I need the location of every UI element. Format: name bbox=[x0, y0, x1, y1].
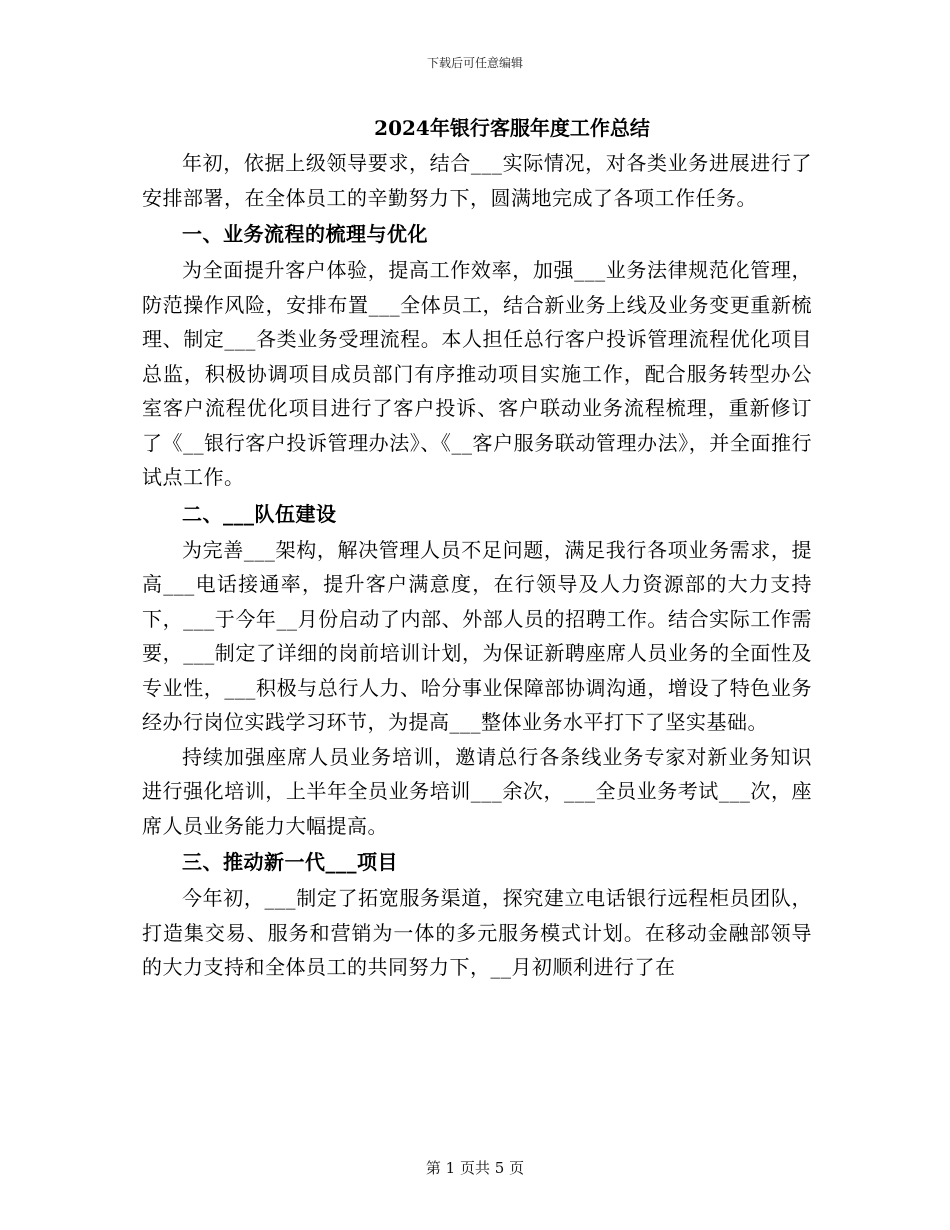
intro-paragraph: 年初，依据上级领导要求，结合___实际情况，对各类业务进展进行了安排部署，在全体员工的辛勤努力下，圆满地完成了各项工作任务。 bbox=[142, 151, 812, 210]
section-heading: 一、业务流程的梳理与优化 bbox=[182, 222, 428, 246]
section-paragraph: 今年初，___制定了拓宽服务渠道，探究建立电话银行远程柜员团队，打造集交易、服务和营销为一体的多元服务模式计划。在移动金融部领导的大力支持和全体员工的共同努力下，__月初顺利进行了在 bbox=[142, 886, 812, 979]
section-paragraph: 持续加强座席人员业务培训，邀请总行各条线业务专家对新业务知识进行强化培训，上半年全员业务培训___余次，___全员业务考试___次，座席人员业务能力大幅提高。 bbox=[142, 744, 812, 838]
document-body bbox=[142, 112, 812, 985]
section-3 bbox=[142, 843, 812, 985]
section-paragraph: 为全面提升客户体验，提高工作效率，加强___业务法律规范化管理，防范操作风险，安排布置___全体员工，结合新业务上线及业务变更重新梳理、制定___各类业务受理流程。本人担任总行客户投诉管理流程优化项目总监，积极协调项目成员部门有序推动项目实施工作，配合服务转型办公室客户流程优化项目进行了客户投诉、客户联动业务流程梳理，重新修订了《__银行客户投诉管理办法》、《__客户服务联动管理办法》，并全面推行试点工作。 bbox=[142, 258, 812, 489]
page-header: 下载后可任意编辑 bbox=[426, 56, 523, 70]
section-heading: 二、___队伍建设 bbox=[182, 501, 337, 526]
section-paragraph: 为完善___架构，解决管理人员不足问题，满足我行各项业务需求，提高___电话接通率，提升客户满意度，在行领导及人力资源部的大力支持下，___于今年__月份启动了内部、外部人员的招聘工作。结合实际工作需要，___制定了详细的岗前培训计划，为保证新聘座席人员业务的全面性及专业性，___积极与总行人力、哈分事业保障部协调沟通，增设了特色业务经办行岗位实践学习环节，为提高___整体业务水平打下了坚实基础。 bbox=[142, 537, 812, 734]
document-title: 2024年银行客服年度工作总结 bbox=[374, 116, 650, 140]
section-1 bbox=[142, 215, 812, 495]
section-heading: 三、推动新一代___项目 bbox=[182, 850, 398, 874]
section-2 bbox=[142, 495, 812, 844]
page-number: 第 1 页共 5 页 bbox=[425, 1159, 525, 1177]
